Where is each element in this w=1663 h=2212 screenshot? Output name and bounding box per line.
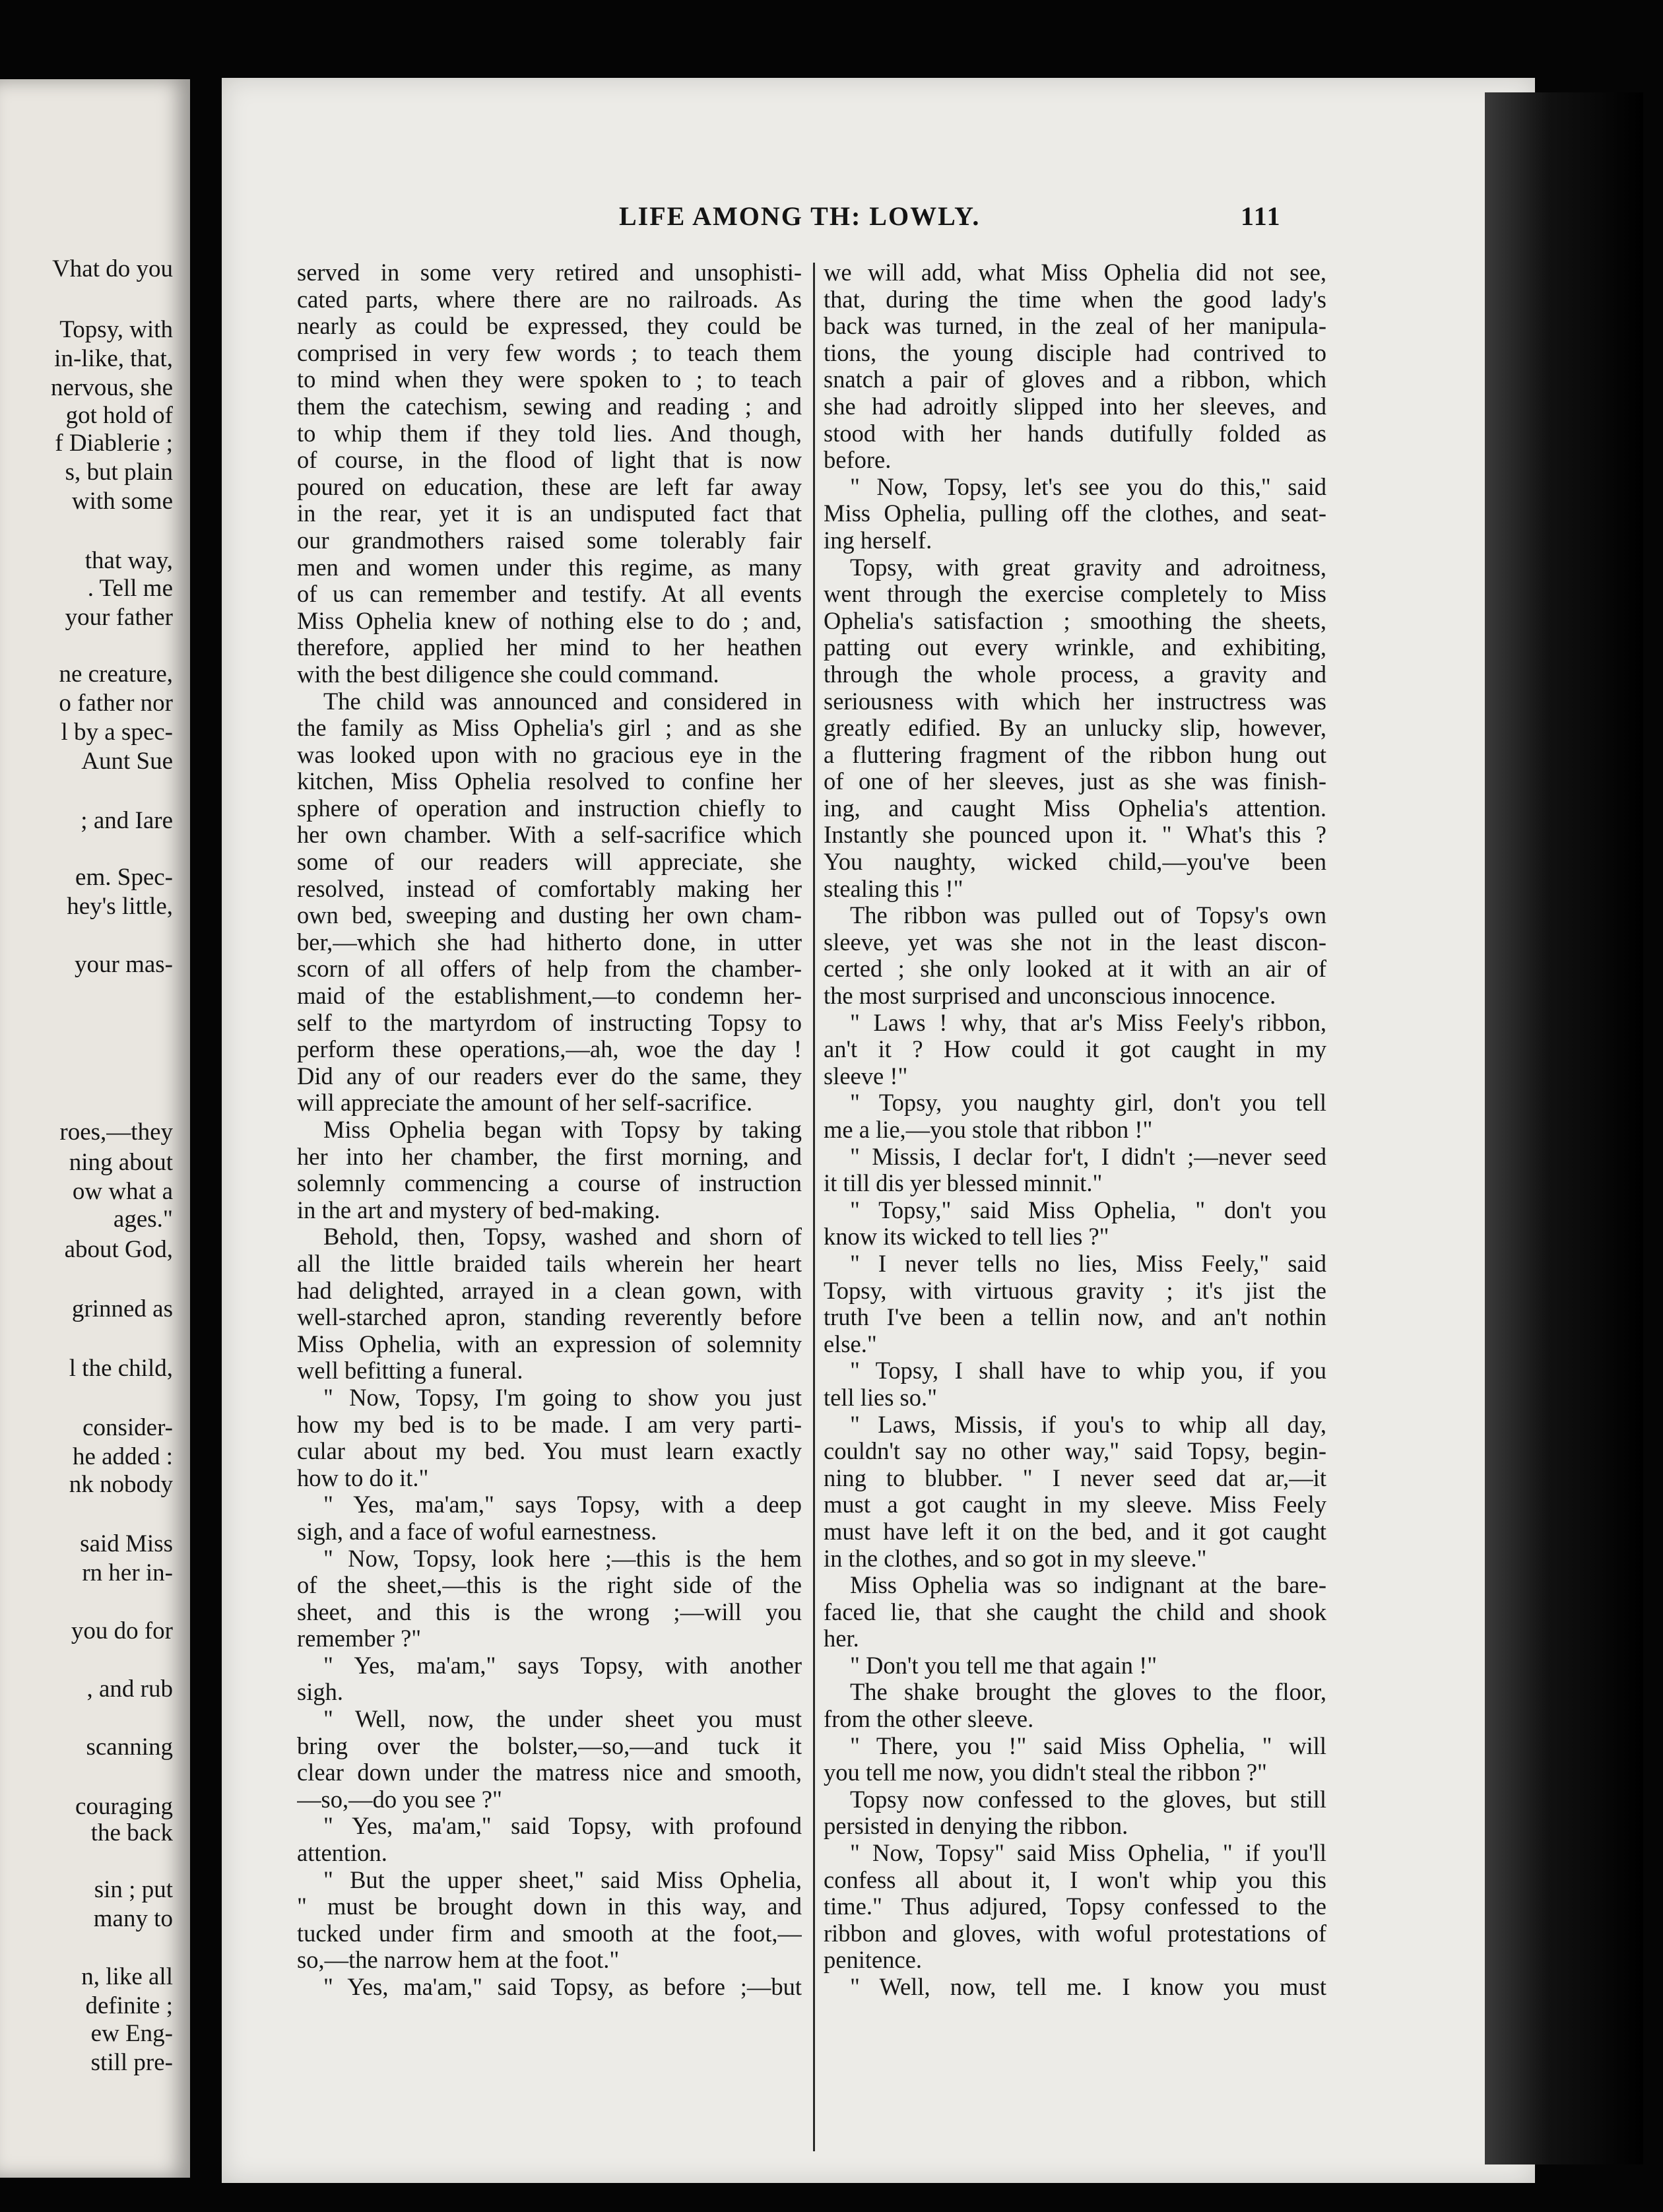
right-column-line: a fluttering fragment of the ribbon hung out [824, 741, 1326, 768]
right-column-line: in the clothes, and so got in my sleeve." [824, 1545, 1207, 1572]
right-column-line: before. [824, 447, 892, 474]
previous-page-line: nervous, she [51, 374, 173, 401]
left-column-line: of us can remember and testify. At all events [297, 581, 802, 608]
page-edge-shadow [1485, 92, 1643, 2164]
right-column-line: tell lies so." [824, 1384, 938, 1411]
left-column-line: Miss Ophelia knew of nothing else to do ; and, [297, 607, 802, 634]
right-column-line: she had adroitly slipped into her sleeves, and [824, 393, 1326, 420]
right-column-line: of one of her sleeves, just as she was finish- [824, 768, 1326, 795]
right-column-line: The shake brought the gloves to the floor, [850, 1679, 1326, 1706]
right-column-line: ribbon and gloves, with woful protestations of [824, 1920, 1326, 1947]
right-column-line: faced lie, that she caught the child and shook [824, 1598, 1326, 1625]
left-column-line: our grandmothers raised some tolerably fair [297, 527, 802, 554]
left-column-line: well-starched apron, standing reverently before [297, 1304, 802, 1331]
left-column-line: clear down under the matress nice and smooth, [297, 1759, 802, 1786]
previous-page-line: s, but plain [65, 459, 173, 486]
left-column-line: her own chamber. With a self-sacrifice which [297, 822, 802, 849]
left-column-line: poured on education, these are left far away [297, 473, 802, 500]
left-column-line: Miss Ophelia began with Topsy by taking [323, 1117, 802, 1143]
left-column-line: was looked upon with no gracious eye in the [297, 741, 802, 768]
left-column-line: The child was announced and considered in [323, 688, 802, 715]
right-column-line: sleeve !" [824, 1062, 908, 1090]
right-column-line: certed ; she only looked at it with an air of [824, 956, 1326, 983]
right-column-line: from the other sleeve. [824, 1706, 1034, 1733]
right-column-line: ing, and caught Miss Ophelia's attention. [824, 795, 1326, 822]
previous-page-line: ne creature, [59, 661, 173, 688]
previous-page-line: roes,—they [59, 1119, 173, 1146]
previous-page-line: consider- [82, 1414, 173, 1441]
previous-page-line: your mas- [75, 951, 173, 978]
right-column-line: it till dis yer blessed minnit." [824, 1170, 1103, 1197]
right-column-line: Miss Ophelia was so indignant at the bare- [850, 1572, 1326, 1599]
right-column-line: The ribbon was pulled out of Topsy's own [850, 902, 1326, 929]
previous-page-line: your father [65, 604, 173, 631]
right-column-line: snatch a pair of gloves and a ribbon, which [824, 366, 1326, 393]
left-column-line: " Well, now, the under sheet you must [323, 1706, 802, 1733]
column-divider [813, 263, 815, 2151]
right-column-line: through the whole process, a gravity and [824, 661, 1326, 688]
left-column-line: attention. [297, 1840, 387, 1867]
left-column-line: own bed, sweeping and dusting her own cham- [297, 902, 802, 929]
left-column-line: of the sheet,—this is the right side of the [297, 1572, 802, 1599]
right-column-line: Miss Ophelia, pulling off the clothes, and seat- [824, 500, 1326, 527]
left-column-line: to mind when they were spoken to ; to teach [297, 366, 802, 393]
previous-page-line: ew Eng- [90, 2020, 173, 2047]
right-column-line: penitence. [824, 1947, 922, 1974]
previous-page-line: in-like, that, [54, 345, 173, 372]
right-column-line: Ophelia's satisfaction ; smoothing the sheets, [824, 607, 1326, 634]
right-column-line: Topsy now confessed to the gloves, but still [850, 1786, 1326, 1813]
left-column-line: —so,—do you see ?" [297, 1786, 502, 1813]
previous-page-line: hey's little, [67, 893, 173, 920]
right-column-line: must a got caught in my sleeve. Miss Feely [824, 1491, 1326, 1518]
right-text-column [824, 259, 1326, 2001]
right-column-line: that, during the time when the good lady's [824, 286, 1326, 313]
right-column-line: You naughty, wicked child,—you've been [824, 849, 1326, 876]
right-column-line: know its wicked to tell lies ?" [824, 1223, 1109, 1251]
right-column-line: sleeve, yet was she not in the least discon- [824, 928, 1326, 956]
left-column-line: how to do it." [297, 1464, 429, 1491]
left-column-line: the family as Miss Ophelia's girl ; and as she [297, 715, 802, 742]
running-title: LIFE AMONG TH: LOWLY. [619, 201, 981, 231]
right-column-line: back was turned, in the zeal of her manipula- [824, 313, 1326, 340]
previous-page-line: ; and Iare [81, 807, 173, 834]
left-column-line: maid of the establishment,—to condemn her- [297, 983, 802, 1010]
left-column-line: bring over the bolster,—so,—and tuck it [297, 1732, 802, 1759]
left-column-line: sigh, and a face of woful earnestness. [297, 1518, 657, 1545]
left-column-line: tucked under firm and smooth at the foot,— [297, 1920, 802, 1947]
previous-page-line: you do for [71, 1617, 173, 1644]
previous-page-line: about God, [64, 1236, 173, 1263]
right-column-line: " Laws ! why, that ar's Miss Feely's ribbon, [850, 1009, 1326, 1036]
right-column-line: ing herself. [824, 527, 932, 554]
left-column-line: cated parts, where there are no railroads. As [297, 286, 802, 313]
left-column-line: sigh. [297, 1679, 343, 1706]
left-column-line: her into her chamber, the first morning, and [297, 1143, 802, 1170]
left-column-line: Behold, then, Topsy, washed and shorn of [323, 1223, 802, 1251]
right-column-line: the most surprised and unconscious innocence. [824, 983, 1276, 1010]
right-column-line: stealing this !" [824, 875, 963, 902]
left-column-line: of course, in the flood of light that is now [297, 447, 802, 474]
right-column-line: " Topsy, I shall have to whip you, if you [850, 1357, 1326, 1384]
previous-page-line: l the child, [69, 1355, 173, 1382]
previous-page-line: definite ; [85, 1992, 173, 2019]
right-column-line: " Missis, I declar for't, I didn't ;—never seed [850, 1143, 1326, 1170]
left-column-line: " Yes, ma'am," says Topsy, with a deep [323, 1491, 802, 1518]
previous-page-line: scanning [86, 1734, 173, 1761]
right-column-line: " Don't you tell me that again !" [850, 1652, 1158, 1679]
previous-page-line: Vhat do you [52, 255, 173, 282]
right-column-line: patting out every wrinkle, and exhibiting, [824, 634, 1326, 661]
left-column-line: scorn of all offers of help from the chamber- [297, 956, 802, 983]
previous-page-line: nk nobody [69, 1471, 173, 1498]
previous-page-line: ning about [69, 1149, 173, 1176]
left-column-line: kitchen, Miss Ophelia resolved to confine her [297, 768, 802, 795]
previous-page-line: with some [71, 488, 173, 515]
right-column-line: went through the exercise completely to Miss [824, 581, 1326, 608]
left-column-line: sphere of operation and instruction chiefly to [297, 795, 802, 822]
right-column-line: me a lie,—you stole that ribbon !" [824, 1117, 1153, 1143]
previous-page-line: o father nor [59, 690, 173, 717]
right-column-line: seriousness with which her instructress was [824, 688, 1326, 715]
previous-page-line: still pre- [90, 2049, 173, 2076]
left-column-line: had delighted, arrayed in a clean gown, with [297, 1277, 802, 1304]
right-column-line: " Now, Topsy" said Miss Ophelia, " if you'll [850, 1840, 1326, 1867]
left-column-line: ber,—which she had hitherto done, in utter [297, 928, 802, 956]
page-header [396, 198, 1320, 238]
previous-page-line: f Diablerie ; [55, 430, 173, 457]
previous-page-line: got hold of [65, 402, 173, 429]
left-text-column [297, 259, 802, 2001]
left-column-line: comprised in very few words ; to teach them [297, 339, 802, 366]
right-column-line: truth I've been a tellin now, and an't nothin [824, 1304, 1326, 1331]
right-column-line: " Well, now, tell me. I know you must [850, 1974, 1326, 2000]
left-column-line: men and women under this regime, as many [297, 554, 802, 581]
left-column-line: " But the upper sheet," said Miss Ophelia, [323, 1866, 802, 1893]
previous-page-fragment [0, 79, 190, 2178]
right-column-line: Topsy, with great gravity and adroitness, [850, 554, 1326, 581]
left-column-line: therefore, applied her mind to her heathen [297, 634, 802, 661]
right-column-line: persisted in denying the ribbon. [824, 1813, 1128, 1840]
previous-page-line: em. Spec- [75, 864, 173, 891]
left-column-line: self to the martyrdom of instructing Topsy to [297, 1009, 802, 1036]
left-column-line: resolved, instead of comfortably making her [297, 875, 802, 902]
left-column-line: in the rear, yet it is an undisputed fact that [297, 500, 802, 527]
right-column-line: couldn't say no other way," said Topsy, begin- [824, 1438, 1326, 1465]
right-column-line: " Now, Topsy, let's see you do this," said [850, 473, 1326, 500]
left-column-line: sheet, and this is the wrong ;—will you [297, 1598, 802, 1625]
left-column-line: " Yes, ma'am," says Topsy, with another [323, 1652, 802, 1679]
right-column-line: confess all about it, I won't whip you this [824, 1866, 1326, 1893]
left-column-line: " Now, Topsy, I'm going to show you just [323, 1384, 802, 1411]
previous-page-line: grinned as [71, 1295, 173, 1322]
left-column-line: " Yes, ma'am," said Topsy, with profound [323, 1813, 802, 1840]
previous-page-line: sin ; put [94, 1876, 173, 1903]
right-column-line: tions, the young disciple had contrived to [824, 339, 1326, 366]
right-column-line: time." Thus adjured, Topsy confessed to the [824, 1893, 1326, 1920]
left-column-line: solemnly commencing a course of instruction [297, 1170, 802, 1197]
left-column-line: well befitting a funeral. [297, 1357, 523, 1384]
left-column-line: will appreciate the amount of her self-sacrifice. [297, 1090, 753, 1117]
right-column-line: Instantly she pounced upon it. " What's this ? [824, 822, 1326, 849]
right-column-line: we will add, what Miss Ophelia did not see, [824, 259, 1326, 286]
left-column-line: how my bed is to be made. I am very parti- [297, 1411, 802, 1438]
right-column-line: " Laws, Missis, if you's to whip all day, [850, 1411, 1326, 1438]
previous-page-line: ages." [113, 1206, 173, 1233]
left-column-line: so,—the narrow hem at the foot." [297, 1947, 620, 1974]
previous-page-line: many to [93, 1905, 173, 1932]
previous-page-line: that way, [84, 547, 173, 574]
previous-page-line: , and rub [86, 1675, 173, 1703]
left-column-line: to whip them if they told lies. And though, [297, 420, 802, 447]
previous-page-line: ow what a [72, 1178, 173, 1205]
right-column-line: " I never tells no lies, Miss Feely," said [850, 1250, 1326, 1277]
left-column-line: " Yes, ma'am," said Topsy, as before ;—but [323, 1974, 802, 2000]
left-column-line: them the catechism, sewing and reading ; and [297, 393, 802, 420]
right-column-line: greatly edified. By an unlucky slip, however, [824, 715, 1326, 742]
left-column-line: " Now, Topsy, look here ;—this is the hem [323, 1545, 802, 1572]
right-column-line: ning to blubber. " I never seed dat ar,—it [824, 1464, 1326, 1491]
previous-page-line: rn her in- [82, 1559, 173, 1586]
right-column-line: an't it ? How could it got caught in my [824, 1036, 1326, 1063]
left-column-line: all the little braided tails wherein her heart [297, 1250, 802, 1277]
left-column-line: some of our readers will appreciate, she [297, 849, 802, 876]
right-column-line: " Topsy, you naughty girl, don't you tell [850, 1090, 1326, 1117]
right-column-line: stood with her hands dutifully folded as [824, 420, 1326, 447]
right-column-line: Topsy, with virtuous gravity ; it's jist the [824, 1277, 1326, 1304]
previous-page-line: n, like all [81, 1963, 173, 1990]
previous-page-line: the back [90, 1819, 173, 1846]
left-column-line: nearly as could be expressed, they could be [297, 313, 802, 340]
left-column-line: Did any of our readers ever do the same, they [297, 1062, 802, 1090]
previous-page-line: . Tell me [87, 575, 173, 602]
right-column-line: you tell me now, you didn't steal the ribbon ?" [824, 1759, 1267, 1786]
left-column-line: remember ?" [297, 1625, 422, 1652]
left-column-line: Miss Ophelia, with an expression of solemnity [297, 1330, 802, 1357]
right-column-line: " Topsy," said Miss Ophelia, " don't you [850, 1196, 1326, 1223]
previous-page-line: couraging [75, 1793, 173, 1820]
previous-page-line: l by a spec- [61, 719, 173, 746]
previous-page-line: Topsy, with [59, 316, 173, 343]
previous-page-line: he added : [72, 1443, 173, 1470]
page-number: 111 [1241, 201, 1282, 231]
left-column-line: " must be brought down in this way, and [297, 1893, 802, 1920]
previous-page-line: said Miss [80, 1530, 173, 1557]
right-column-line: " There, you !" said Miss Ophelia, " will [850, 1732, 1326, 1759]
left-column-line: in the art and mystery of bed-making. [297, 1196, 661, 1223]
right-column-line: else." [824, 1330, 877, 1357]
previous-page-line: Aunt Sue [81, 748, 173, 775]
right-column-line: must have left it on the bed, and it got caught [824, 1518, 1326, 1545]
left-column-line: perform these operations,—ah, woe the day ! [297, 1036, 802, 1063]
right-column-line: her. [824, 1625, 859, 1652]
left-column-line: with the best diligence she could command. [297, 661, 719, 688]
left-column-line: cular about my bed. You must learn exactly [297, 1438, 802, 1465]
left-column-line: served in some very retired and unsophisti- [297, 259, 802, 286]
